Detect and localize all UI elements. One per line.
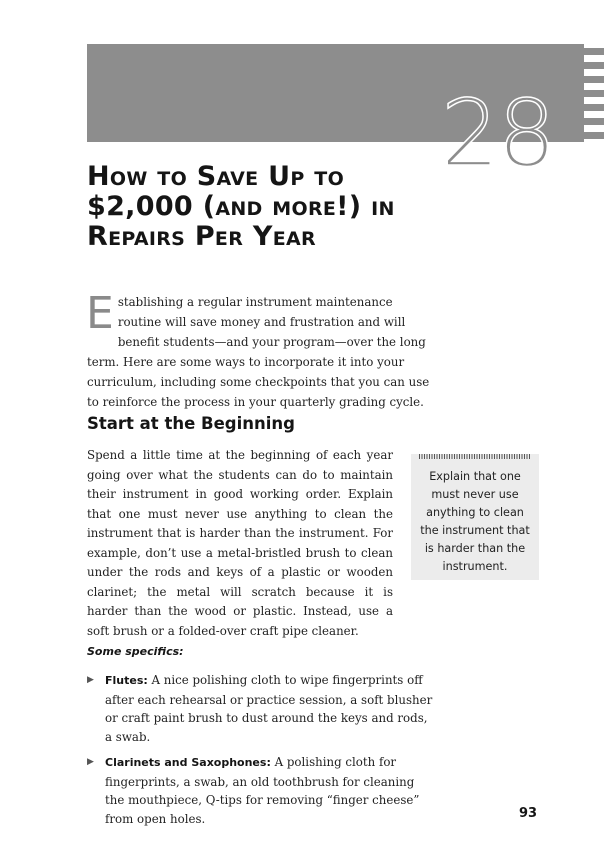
- pull-quote-callout: [411, 454, 539, 580]
- intro-text: stablishing a regular instrument maintenance routine will save money and frustration and will benefit students—and your program—over the long term. Here are some ways to incorporate it into your curriculum, including some checkpoints that you can use to reinforce the process in your quarterly grading cycle.: [87, 295, 430, 409]
- callout-dotted-rule: [419, 454, 531, 459]
- list-item-term: Clarinets and Saxophones:: [105, 756, 271, 769]
- body-paragraph: Spend a little time at the beginning of each year going over what the students can do to maintain their instrument in good working order. Explain that one must never use anything to clean the instrument that is harder than the instrument. For example, don’t use a metal-bristled brush to clean under the rods and keys of a plastic or wooden clarinet; the metal will scratch because it is harder than the wood or plastic. Instead, use a soft brush or a folded-over craft pipe cleaner.: [87, 448, 393, 638]
- specifics-heading: Some specifics:: [87, 645, 184, 658]
- page-number: 93: [519, 806, 538, 821]
- callout-text: Explain that one must never use anything to clean the instrument that is harder than the instrument.: [420, 470, 530, 573]
- section-heading: Start at the Beginning: [87, 414, 295, 433]
- title-line: Repairs Per Year: [87, 221, 316, 252]
- banner-edge-tabs: [584, 44, 604, 142]
- list-item-term: Flutes:: [105, 674, 148, 687]
- specifics-list: [87, 671, 437, 835]
- banner-tab: [584, 104, 604, 111]
- triangle-right-icon: ▶: [87, 757, 94, 767]
- banner-tab: [584, 118, 604, 125]
- chapter-number: 28: [440, 80, 554, 187]
- list-item: [87, 753, 437, 828]
- triangle-right-icon: ▶: [87, 675, 94, 685]
- list-item: [87, 671, 437, 746]
- banner-tab: [584, 132, 604, 139]
- drop-cap: E: [86, 288, 114, 339]
- banner-tab: [584, 48, 604, 55]
- title-line: $2,000 (and more!) in: [87, 191, 395, 222]
- banner-tab: [584, 62, 604, 69]
- list-item-text: A polishing cloth for fingerprints, a swab, an old toothbrush for cleaning the mouthpiece, Q-tips for removing “finger cheese” from open holes.: [105, 755, 420, 826]
- list-item-text: A nice polishing cloth to wipe fingerprints off after each rehearsal or practice session, a soft blusher or craft paint brush to dust around the keys and rods, a swab.: [105, 673, 433, 744]
- intro-paragraph: [86, 288, 435, 412]
- title-line: How to Save Up to: [87, 161, 345, 192]
- page-title: [87, 162, 487, 252]
- banner-tab: [584, 90, 604, 97]
- banner-tab: [584, 76, 604, 83]
